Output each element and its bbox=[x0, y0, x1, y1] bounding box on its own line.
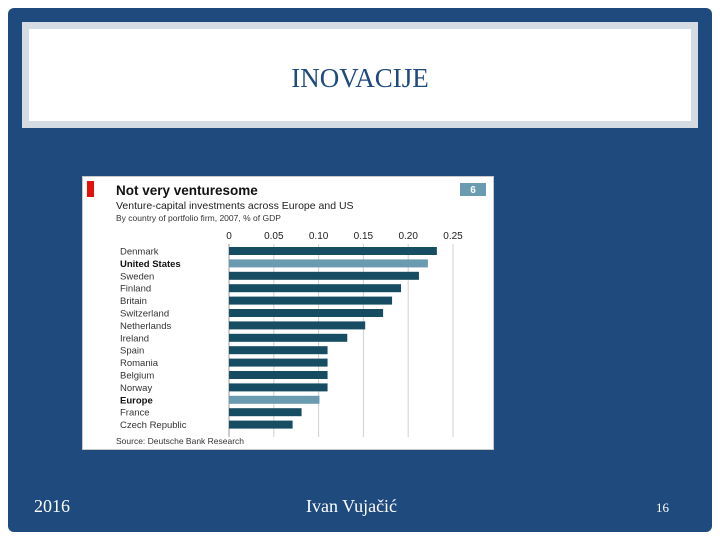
bar bbox=[229, 321, 365, 329]
bar bbox=[229, 272, 419, 280]
bar bbox=[229, 383, 328, 391]
x-tick-label: 0.25 bbox=[443, 231, 463, 242]
category-label: Europe bbox=[120, 395, 153, 407]
title-box bbox=[22, 22, 698, 128]
x-tick-label: 0.10 bbox=[308, 231, 329, 242]
category-label: Romania bbox=[120, 358, 159, 370]
chart-frame bbox=[82, 176, 494, 450]
category-label: Denmark bbox=[120, 246, 159, 258]
category-label: Norway bbox=[120, 382, 153, 394]
bar bbox=[229, 309, 383, 317]
bar bbox=[229, 371, 328, 379]
x-tick-label: 0.15 bbox=[353, 231, 374, 242]
x-tick-label: 0.20 bbox=[398, 231, 418, 242]
footer-year: 2016 bbox=[34, 496, 70, 516]
footer-author: Ivan Vujačić bbox=[306, 496, 398, 516]
bar bbox=[229, 247, 437, 255]
bar bbox=[229, 396, 319, 404]
bar bbox=[229, 346, 328, 354]
accent-red-bar bbox=[87, 181, 94, 197]
bar-chart bbox=[83, 177, 493, 449]
slide-title: INOVACIJE bbox=[291, 63, 429, 93]
bar bbox=[229, 334, 347, 342]
category-label: Sweden bbox=[120, 271, 155, 283]
category-label: Switzerland bbox=[120, 308, 170, 320]
x-tick-label: 0.05 bbox=[264, 231, 284, 242]
bar bbox=[229, 359, 328, 367]
chart-source: Source: Deutsche Bank Research bbox=[116, 436, 245, 446]
bar bbox=[229, 297, 392, 305]
chart-subtitle-2: By country of portfolio firm, 2007, % of GDP bbox=[116, 213, 281, 223]
page-number: 16 bbox=[656, 500, 669, 515]
title-inner bbox=[29, 29, 691, 121]
chart-badge-label: 6 bbox=[470, 185, 476, 196]
category-label: Britain bbox=[120, 296, 147, 308]
bar bbox=[229, 284, 401, 292]
bar bbox=[229, 259, 428, 267]
category-label: Czech Republic bbox=[120, 420, 187, 432]
chart-title: Not very venturesome bbox=[116, 183, 258, 198]
category-label: Netherlands bbox=[120, 320, 172, 332]
category-label: Belgium bbox=[120, 370, 155, 382]
bar bbox=[229, 421, 293, 429]
category-label: France bbox=[120, 407, 150, 419]
category-label: United States bbox=[120, 258, 181, 270]
category-label: Finland bbox=[120, 283, 152, 295]
category-label: Ireland bbox=[120, 333, 150, 345]
category-label: Spain bbox=[120, 345, 145, 357]
x-tick-label: 0 bbox=[226, 231, 232, 242]
bar bbox=[229, 408, 302, 416]
chart-subtitle: Venture-capital investments across Europe and US bbox=[116, 200, 354, 212]
